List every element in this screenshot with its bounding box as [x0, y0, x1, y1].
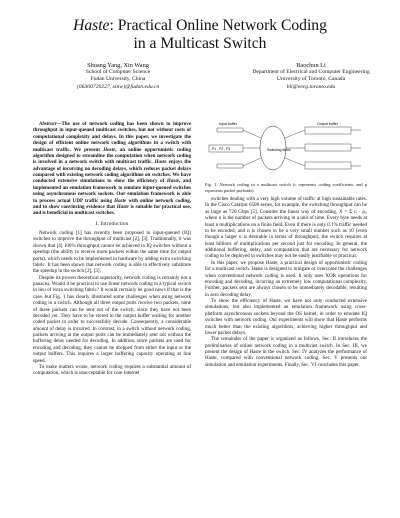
- left-column: [33, 121, 191, 377]
- abstract-text: —The use of network coding has been shown to improve throughput in input-queued multicast switches, but not without costs of computational complexity and delays. In this paper, we investigate the design of efficient online network coding algorithms in a switch with multicast traffic. We present: [33, 121, 191, 153]
- abstract-text: , and implemented an emulation framework to emulate input-queued switches using asynchronous network sockets. Our emulation framework is able to process actual UDP traffic using: [33, 178, 191, 204]
- switching-fabric-label: Switching fabric: [267, 148, 291, 152]
- input-buffer-label: Input buffer: [219, 122, 238, 126]
- switch-diagram: [205, 120, 367, 180]
- abstract: [33, 121, 191, 217]
- title-line-1-rest: : Practical Online Network Coding: [109, 17, 327, 34]
- abstract-system-name: Haste: [166, 178, 179, 185]
- input-buffer-box: [217, 128, 243, 132]
- author-block: [20, 62, 380, 102]
- author-affiliation: School of Computer Science: [85, 69, 151, 76]
- abstract-lead: Abstract: [39, 121, 57, 127]
- section-heading-introduction: I. Introduction: [95, 220, 129, 227]
- body-paragraph: Despite its proven theoretical superiority, network coding is certainly not a panacea. Would it be practical to use linear network coding in a typical switch in lieu of extra switching fabric? It would certainly be good news if that is the case, but Fig. 1 has clearly illustrated some challenges when using network coding in a switch. Although all three output ports receive two packets, none of these packets can be sent out of the switch, since they have not been decoded yet. They have to be stored in the output buffer waiting for another coded packet in order to successfully decode. Consequently, a considerable amount of delay is incurred. In contrast, in a switch without network coding, packets arriving at the output ports can be immediately sent out without the buffering delay needed for decoding. In addition, since packets are used for encoding and decoding, they cannot be dropped from either the input or the output buffers. This requires a larger buffering capacity operating at line speed.: [33, 274, 191, 364]
- abstract-text: with online network coding, and to show convincing evidence that: [33, 197, 191, 210]
- abstract-system-name: Haste: [103, 146, 116, 153]
- author-affiliation: Department of Electrical and Computer Engineering: [252, 69, 370, 76]
- abstract-text: is suitable for practical use, and is beneficial in multicast switches.: [33, 203, 191, 217]
- arrow-line: [243, 158, 261, 166]
- body-paragraph: The remainder of the paper is organized as follows. Sec. II introduces the preliminaries of online network coding in a multicast switch. In Sec. III, we present the design of Haste in the switch. Sec. IV analyzes the performance of Haste, compared with conventional network coding. Sec. V presents our simulation and emulation experiments. Finally, Sec. VI concludes this paper.: [205, 336, 367, 368]
- input-packets-label: P1 , P2 , P3: [212, 147, 231, 151]
- right-column: [205, 120, 367, 368]
- title-line-1: [20, 17, 380, 35]
- abstract-system-name: Haste: [114, 197, 127, 204]
- abstract-text: enjoys the advantage of incurring no decoding delays, which reduces packet delays compared with existing network coding algorithms on switches. We have conducted extensive simulations to show the efficiency of: [33, 159, 191, 185]
- author-email: bli@eecg.toronto.edu: [286, 83, 336, 90]
- output-buffer-box: [305, 127, 351, 134]
- author-toronto: [220, 62, 400, 91]
- abstract-text: , an online opportunistic coding algorithm designed to streamline the computation when network coding is involved in a network switch with multicast traffic.: [33, 146, 191, 166]
- body-paragraph: To show the efficiency of Haste, we have not only conducted extensive simulations, but also implemented an emulation framework using cross-platform asynchronous sockets beyond the OS kernel, in order to emulate IQ switches with network coding. Our experiments will show that Haste performs much better than the existing algorithms, achieving higher throughput and lower packet delays.: [205, 298, 367, 336]
- output-buffer-box: [305, 162, 351, 169]
- abstract-system-name: Haste: [154, 159, 167, 166]
- paper-title: [20, 17, 380, 53]
- output-buffer-box: [305, 144, 351, 151]
- input-buffer-box: [217, 164, 243, 168]
- figure-1: [205, 120, 367, 180]
- author-email: {06300720227, xinw}@fudan.edu.cn: [76, 83, 160, 90]
- title-system-name: Haste: [73, 17, 110, 34]
- body-paragraph: switches dealing with a very high volume of traffic at high sustainable rates. In the Cisco Catalyst 6500 series, for example, the switching throughput can be as large as 720 Gbps [5]. Consider the linear way of encoding, X = Σ cᵢ · pᵢ, where n is the number of packets arriving in a unit of time. Every byte needs at least n multiplications on a finite field. Even if there is only 0.1% traffic needed to be encoded, and n is chosen to be a very small number such as 10 (even though a larger n is desirable in terms of throughput), the switch requires at least billions of multiplications per second just for encoding. In general, the additional buffering, delay, and computation that are necessary for network coding to be deployed in switches may not be easily justifiable or practical.: [205, 196, 367, 260]
- arrow-line: [243, 130, 261, 138]
- body-paragraph: Network coding [1] has recently been proposed in input-queued (IQ) switches to improve the throughput of multicast [2], [3]. Traditionally, it was shown that [4] 100% throughput cannot be achieved in IQ switches without a speedup (the ability to receive more packets within the same time for output ports), which needs to be implemented in hardware by adding extra switching fabric. It has been shown that network coding is able to effectively substitute the speedup in the switch [2], [3].: [33, 230, 191, 275]
- arrow-line: [285, 158, 305, 166]
- author-fudan: [38, 62, 198, 91]
- output-buffer-label: Output buffer: [317, 122, 338, 126]
- abstract-system-name: Haste: [116, 203, 129, 210]
- body-paragraph: In this paper, we propose Haste, a practical design of opportunistic coding for a multicast switch. Haste is designed to mitigate or overcome the challenges when conventional network coding is used. It only uses XOR operations for encoding and decoding, incurring an extremely low computational complexity. Further, packets sent are always chosen to be immediately decodable, resulting in zero decoding delay.: [205, 259, 367, 298]
- author-name: Baochun Li: [296, 62, 326, 69]
- author-institution: Fudan University, China: [90, 76, 146, 83]
- author-name: Shuang Yang, Xin Wang: [87, 62, 149, 69]
- body-paragraph: To make matters worse, network coding requires a substantial amount of computation, which is unacceptable for core Internet: [33, 363, 191, 377]
- arrow-line: [285, 130, 305, 138]
- figure-1-caption: Fig. 1. Network coding in a multicast switch (c represents coding coefficients, and p represents packet payloads).: [205, 182, 367, 193]
- title-line-2: in a Multicast Switch: [133, 35, 267, 52]
- author-institution: University of Toronto, Canada: [276, 76, 346, 83]
